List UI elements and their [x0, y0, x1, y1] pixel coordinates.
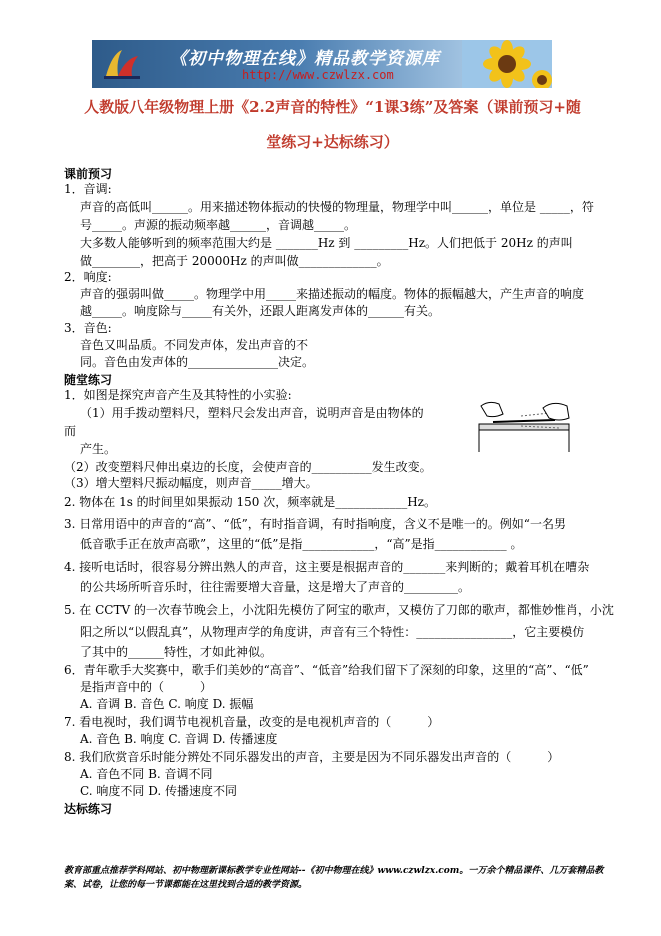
question-line: 1．音调: [64, 182, 112, 196]
document-title-line-1: 人教版八年级物理上册《2.2声音的特性》“1课3练”及答案（课前预习+随 [84, 98, 581, 116]
section-heading-standard: 达标练习 [64, 802, 113, 816]
site-logo-icon [102, 46, 142, 82]
question-line: 阳之所以“以假乱真”，从物理声学的角度讲，声音有三个特性：________________，它主要模仿 [80, 625, 585, 639]
question-line: 是指声音中的（ ） [80, 680, 213, 694]
document-title-line-2: 堂练习+达标练习） [266, 133, 399, 151]
header-banner [92, 40, 552, 88]
question-line: （3）增大塑料尺振动幅度，则声音_____增大。 [64, 476, 318, 490]
question-line: 低音歌手正在放声高歌”，这里的“低”是指____________，“高”是指____________ 。 [80, 537, 523, 551]
answer-options: A. 音色 B. 响度 C. 音调 D. 传播速度 [80, 732, 278, 746]
question-line: 5. 在 CCTV 的一次春节晚会上，小沈阳先模仿了阿宝的歌声，又模仿了刀郎的歌声，都惟妙惟肖，小沈 [64, 603, 614, 617]
answer-options: A. 音调 B. 音色 C. 响度 D. 振幅 [80, 697, 254, 711]
question-line: 7. 看电视时，我们调节电视机音量，改变的是电视机声音的（ ） [64, 715, 440, 729]
question-line: 做________，把高于 20000Hz 的声叫做_____________。 [80, 254, 389, 268]
page-footer: 教育部重点推荐学科网站、初中物理新课标教学专业性网站--《初中物理在线》www.czwlzx.com。一万余个精品课件、几万套精品教案、试卷，让您的每一节课都能在这里找到合适的教学资源。 [64, 866, 604, 890]
question-line: 号_____。声源的振动频率越______，音调越_____。 [80, 218, 357, 232]
question-line: （1）用手拨动塑料尺，塑料尺会发出声音，说明声音是由物体的 [80, 406, 424, 420]
question-line: 1．如图是探究声音产生及其特性的小实验: [64, 388, 292, 402]
question-line: 而 [64, 424, 77, 438]
section-heading-preview: 课前预习 [64, 167, 113, 181]
question-line: 声音的高低叫______。用来描述物体振动的快慢的物理量，物理学中叫______，单位是 _____，符 [80, 200, 594, 214]
question-line: 6．青年歌手大奖赛中，歌手们美妙的“高音”、“低音”给我们留下了深刻的印象，这里的“高”、“低” [64, 663, 589, 677]
question-line: 声音的强弱叫做_____。物理学中用_____来描述振动的幅度。物体的振幅越大，产生声音的响度 [80, 287, 585, 301]
question-line: 同。音色由发声体的_______________决定。 [80, 355, 315, 369]
sunflower-icon [462, 40, 552, 88]
question-line: （2）改变塑料尺伸出桌边的长度，会使声音的__________发生改变。 [64, 460, 432, 474]
section-heading-classroom: 随堂练习 [64, 373, 113, 387]
question-line: 了其中的______特性，才如此神似。 [80, 645, 273, 659]
question-line: 8. 我们欣赏音乐时能分辨处不同乐器发出的声音，主要是因为不同乐器发出声音的（ ） [64, 750, 560, 764]
question-line: 2．响度: [64, 270, 112, 284]
question-line: 大多数人能够听到的频率范围大约是 _______Hz 到 _________Hz。人们把低于 20Hz 的声叫 [80, 236, 573, 250]
banner-url[interactable]: http://www.czwlzx.com [242, 68, 394, 82]
question-line: 4. 接听电话时，很容易分辨出熟人的声音，这主要是根据声音的_______来判断的；戴着耳机在嘈杂 [64, 560, 590, 574]
answer-options: C. 响度不同 D. 传播速度不同 [80, 784, 238, 798]
question-line: 的公共场所听音乐时，往往需要增大音量，这是增大了声音的_________。 [80, 580, 471, 594]
question-line: 音色又叫品质。不同发声体，发出声音的不 [80, 338, 309, 352]
question-line: 越_____。响度除与_____有关外，还跟人距离发声体的______有关。 [80, 304, 441, 318]
ruler-experiment-figure [473, 394, 575, 454]
answer-options: A. 音色不同 B. 音调不同 [80, 767, 213, 781]
question-line: 产生。 [80, 442, 117, 456]
question-line: 3．音色: [64, 321, 112, 335]
banner-title: 《初中物理在线》精品教学资源库 [170, 49, 440, 69]
question-line: 3. 日常用语中的声音的“高”、“低”，有时指音调，有时指响度，含义不是唯一的。例如“一名男 [64, 517, 566, 531]
question-line: 2. 物体在 1s 的时间里如果振动 150 次，频率就是____________Hz。 [64, 495, 437, 509]
